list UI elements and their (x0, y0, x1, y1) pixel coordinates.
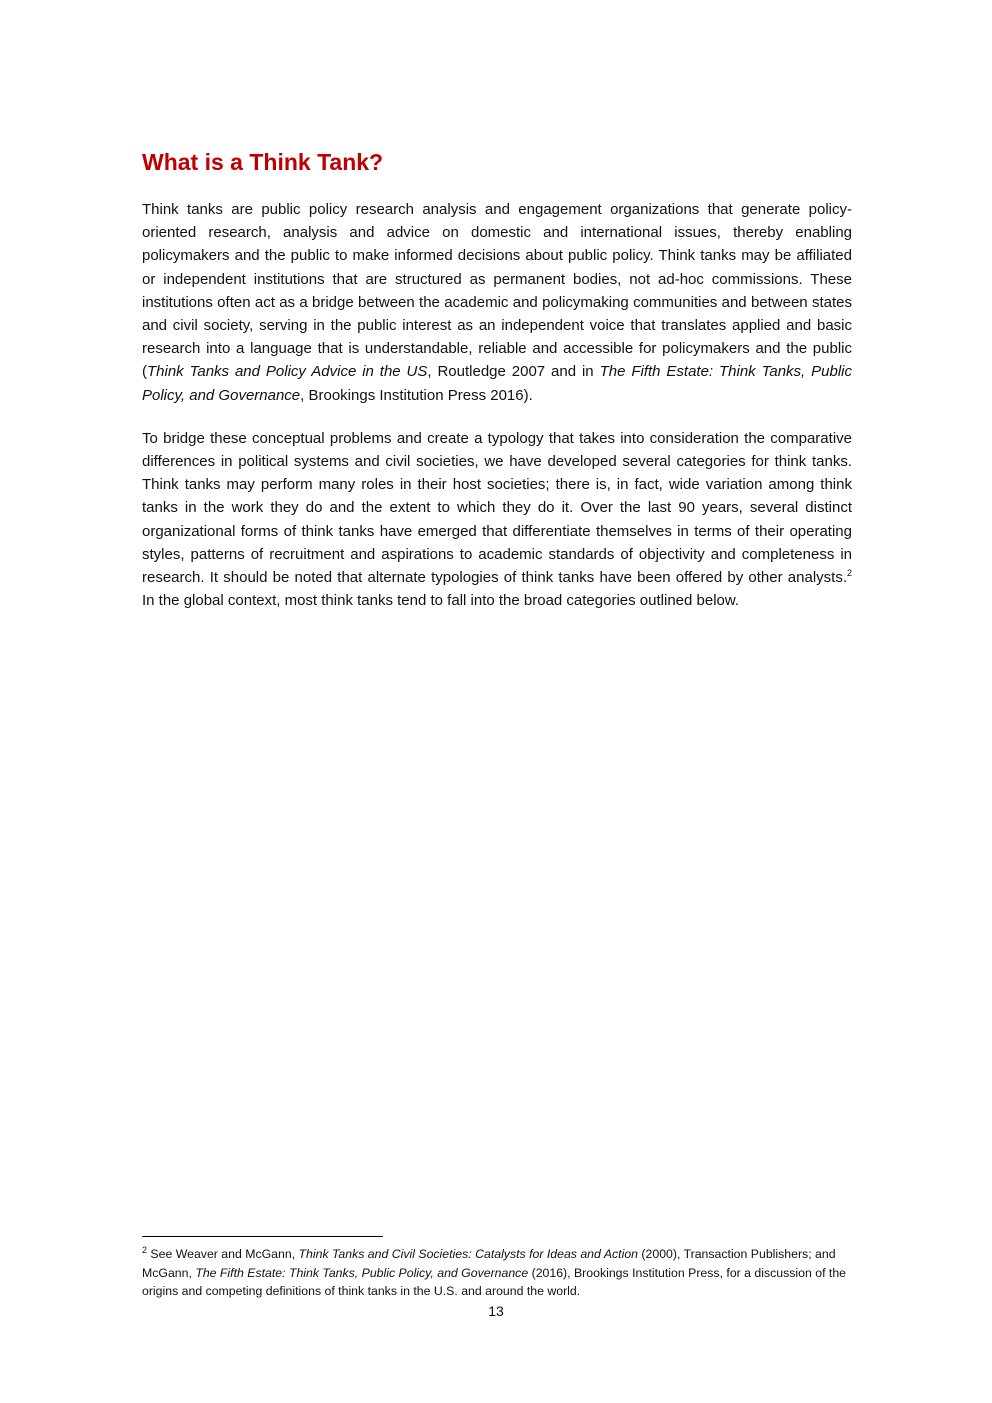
page-number: 13 (488, 1303, 504, 1319)
paragraph-definition (142, 198, 852, 407)
footnote-separator (142, 1236, 383, 1237)
footnote-reference[interactable]: 2 (846, 568, 852, 579)
book-title: Think Tanks and Policy Advice in the US (147, 363, 428, 381)
footnote-text: (2016), Brookings Institution Press, for a discussion of the origins and competing definitions of think tanks in the U.S. and around the world. (142, 1265, 847, 1298)
paragraph-typology (142, 427, 852, 613)
book-title: The Fifth Estate: Think Tanks, Public Policy, and Governance (195, 1265, 529, 1280)
paragraph-text: , Routledge 2007 and in (427, 363, 600, 381)
paragraph-text: , Brookings Institution Press 2016). (300, 386, 533, 404)
paragraph-text: Think tanks are public policy research analysis and engagement organizations that generate policy-oriented research, analysis and advice on domestic and international issues, thereby enabling policymakers and the public to make informed decisions about public policy. Think tanks may be affiliated or independent institutions that are structured as permanent bodies, not ad-hoc commissions. These institutions often act as a bridge between the academic and policymaking communities and between states and civil society, serving in the public interest as an independent voice that translates applied and basic research into a language that is understandable, reliable and accessible for policymakers and the public ( (142, 201, 852, 381)
footnote-text: (2000), Transaction Publishers; and McGann, (142, 1247, 836, 1280)
paragraph-text: In the global context, most think tanks tend to fall into the broad categories outlined below. (142, 592, 740, 610)
body-text (142, 198, 852, 632)
paragraph-text: To bridge these conceptual problems and create a typology that takes into consideration the comparative differences in political systems and civil societies, we have developed several categories for think tanks. Think tanks may perform many roles in their host societies; there is, in fact, wide variation among think tanks in the work they do and the extent to which they do it. Over the last 90 years, several distinct organizational forms of think tanks have emerged that differentiate themselves in terms of their operating styles, patterns of recruitment and aspirations to academic standards of objectivity and completeness in research. It should be noted that alternate typologies of think tanks have been offered by other analysts. (142, 429, 852, 587)
book-title: The Fifth Estate: Think Tanks, Public Policy, and Governance (142, 363, 852, 404)
section-heading: What is a Think Tank? (142, 149, 384, 175)
footnote-marker: 2 (142, 1244, 148, 1255)
footnote-text: See Weaver and McGann, (147, 1247, 299, 1261)
footnote (142, 1245, 852, 1301)
book-title: Think Tanks and Civil Societies: Catalysts for Ideas and Action (298, 1247, 638, 1261)
